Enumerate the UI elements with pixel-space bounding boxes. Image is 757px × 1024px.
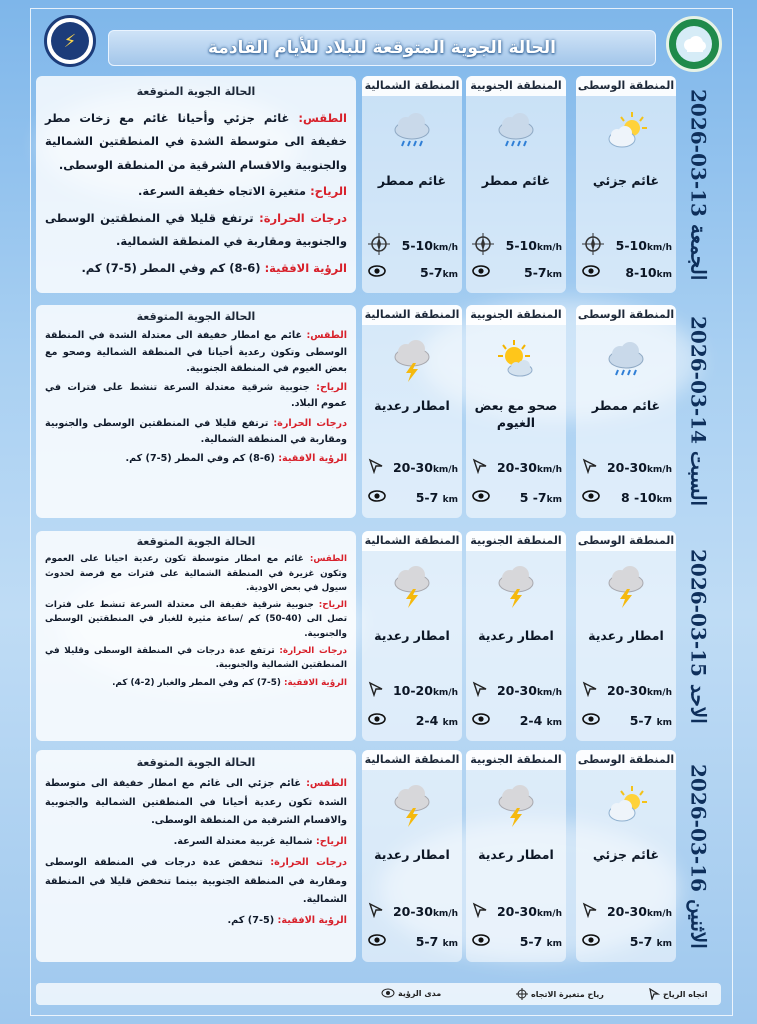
region-title: المنطقة الجنوبية xyxy=(466,305,566,325)
wind-arrow-icon xyxy=(582,681,598,700)
wind-arrow-icon xyxy=(472,902,488,921)
region-title: المنطقة الشمالية xyxy=(362,305,462,325)
visibility-row: 5-7km xyxy=(472,265,562,280)
wind-row: 20-30km/h xyxy=(472,458,562,477)
region-south xyxy=(466,76,566,293)
visibility-value: 5 -7 xyxy=(519,490,547,505)
weather-partly-cloudy-icon xyxy=(576,784,676,824)
eye-icon xyxy=(472,934,490,949)
weather-rain-icon xyxy=(576,339,676,381)
wind-arrow-icon xyxy=(582,902,598,921)
visibility-row: 5-7 km xyxy=(582,713,672,728)
eye-icon xyxy=(368,490,386,505)
region-title: المنطقة الوسطى xyxy=(576,305,676,325)
visibility-value: 5-7 xyxy=(415,934,443,949)
winds-paragraph: الرياح: جنوبية شرقية معتدلة السرعة تنشط على فترات في عموم البلاد. xyxy=(45,382,347,410)
condition-text: امطار رعدية xyxy=(478,847,554,862)
temperature-paragraph: درجات الحرارة: ترتفع قليلا في المنطقتين الوسطى والجنوبية ومقاربة في المنطقة الشمالية. xyxy=(45,210,347,248)
eye-icon xyxy=(368,265,386,280)
wind-arrow-icon xyxy=(472,681,488,700)
wind-speed: 20-30 xyxy=(606,683,647,698)
compass-icon xyxy=(516,988,528,1000)
legend xyxy=(36,983,721,1005)
eye-icon xyxy=(582,713,600,728)
condition-text: صحو مع بعض الغيوم xyxy=(474,398,558,430)
region-title: المنطقة الوسطى xyxy=(576,531,676,551)
lightning-emblem-icon: ⚡ xyxy=(51,22,89,60)
temperature-paragraph: درجات الحرارة: ترتفع عدة درجات في المنطقة الوسطى وقليلا في المنطقتين الشمالية والجنوبية. xyxy=(45,646,348,671)
visibility-row: 5 -7km xyxy=(472,490,562,505)
condition-text: غائم ممطر xyxy=(377,173,447,188)
condition-text: امطار رعدية xyxy=(478,628,554,643)
weather-rain-icon xyxy=(466,110,566,152)
weather-thunder-icon xyxy=(576,565,676,609)
cloud-emblem-icon xyxy=(676,26,712,62)
visibility-row: 5-7 km xyxy=(368,490,458,505)
eye-icon xyxy=(582,265,600,280)
day-date: الجمعة 13-03-2026 xyxy=(686,88,711,281)
wind-speed: 10-20 xyxy=(392,683,433,698)
condition-text: غائم ممطر xyxy=(591,398,661,413)
legend-variable-wind: رياح متغيرة الاتجاه xyxy=(516,988,604,1000)
wind-row: 20-30km/h xyxy=(472,902,562,921)
day-date: السبت 14-03-2026 xyxy=(686,316,711,507)
wind-arrow-icon xyxy=(648,988,660,1000)
visibility-row: 5-7 km xyxy=(472,934,562,949)
region-north xyxy=(362,305,462,518)
eye-icon xyxy=(381,988,395,998)
winds-paragraph: الرياح: جنوبية شرقية خفيفة الى معتدلة السرعة تنشط على فترات تصل الى (40-50) كم /ساعة مثيرة للغبار في المنطقتين الوسطى والجنوبية. xyxy=(45,600,348,639)
wind-arrow-icon xyxy=(472,458,488,477)
wind-row: 5-10km/h xyxy=(472,233,562,258)
eye-icon xyxy=(582,934,600,949)
wind-variable-icon xyxy=(472,233,494,258)
weather-thunder-icon xyxy=(362,784,462,828)
visibility-value: 5-7 xyxy=(629,934,657,949)
condition-text: امطار رعدية xyxy=(374,628,450,643)
visibility-value: 5-7 xyxy=(415,490,443,505)
visibility-value: 5-7 xyxy=(524,265,547,280)
forecast-description xyxy=(36,76,356,293)
description-title: الحالة الجوية المتوقعة xyxy=(136,756,256,769)
temperature-paragraph: درجات الحرارة: ترتفع قليلا في المنطقتين الوسطى والجنوبية ومقاربة في المنطقة الشمالية. xyxy=(45,417,348,446)
visibility-row: 5-7 km xyxy=(368,934,458,949)
wind-speed: 20-30 xyxy=(606,460,647,475)
weather-paragraph: الطقس: غائم جزئي الى غائم مع امطار خفيفة الى متوسطة الشدة تكون رعدية أحيانا في المنطقتين الشمالية والجنوبية والاقسام الشرقية من المنطقة الوسطى. xyxy=(45,778,347,826)
region-south xyxy=(466,531,566,741)
region-center xyxy=(576,76,676,293)
wind-speed: 20-30 xyxy=(392,460,433,475)
wind-row: 20-30km/h xyxy=(582,458,672,477)
region-north xyxy=(362,750,462,962)
description-title: الحالة الجوية المتوقعة xyxy=(136,85,256,98)
weather-rain-icon xyxy=(362,110,462,152)
visibility-row: 8-10km xyxy=(582,265,672,280)
wind-speed: 5-10 xyxy=(615,238,647,253)
condition-text: غائم جزئي xyxy=(592,847,660,862)
temperature-paragraph: درجات الحرارة: تنخفض عدة درجات في المنطقة الوسطى ومقاربة في المنطقة الجنوبية بينما تنخفض قليلا في المنطقة الشمالية. xyxy=(45,857,347,906)
wind-row: 10-20km/h xyxy=(368,681,458,700)
visibility-value: 5-7 xyxy=(629,713,657,728)
region-north xyxy=(362,76,462,293)
visibility-value: 8-10 xyxy=(625,265,657,280)
region-center xyxy=(576,750,676,962)
legend-visibility: مدى الرؤية xyxy=(381,988,441,998)
day-card xyxy=(36,305,721,518)
visibility-value: 8 -10 xyxy=(620,490,657,505)
visibility-value: 5-7 xyxy=(519,934,547,949)
wind-row: 5-10km/h xyxy=(582,233,672,258)
weather-thunder-icon xyxy=(466,565,566,609)
wind-arrow-icon xyxy=(582,458,598,477)
forecast-description xyxy=(36,750,356,962)
visibility-paragraph: الرؤية الافقية: (5-7) كم. xyxy=(227,915,347,927)
eye-icon xyxy=(368,713,386,728)
condition-text: امطار رعدية xyxy=(374,398,450,413)
wind-row: 20-30km/h xyxy=(582,681,672,700)
condition-text: امطار رعدية xyxy=(374,847,450,862)
visibility-row: 2-4 km xyxy=(472,713,562,728)
day-card xyxy=(36,750,721,962)
region-south xyxy=(466,305,566,518)
legend-wind-direction: اتجاه الرياح xyxy=(648,988,708,1000)
wind-speed: 20-30 xyxy=(392,904,433,919)
visibility-paragraph: الرؤية الافقية: (6-8) كم وفي المطر (5-7) كم. xyxy=(125,453,347,465)
visibility-paragraph: الرؤية الافقية: (5-7) كم وفي المطر والغبار (2-4) كم. xyxy=(112,677,347,688)
region-south xyxy=(466,750,566,962)
wind-arrow-icon xyxy=(368,458,384,477)
eye-icon xyxy=(472,265,490,280)
weather-thunder-icon xyxy=(362,339,462,383)
condition-text: غائم ممطر xyxy=(481,173,551,188)
weather-thunder-icon xyxy=(466,784,566,828)
condition-text: غائم جزئي xyxy=(592,173,660,188)
wind-arrow-icon xyxy=(368,902,384,921)
wind-speed: 5-10 xyxy=(505,238,537,253)
forecast-description xyxy=(36,531,356,741)
winds-paragraph: الرياح: متغيرة الاتجاه خفيفة السرعة. xyxy=(138,184,347,198)
region-center xyxy=(576,531,676,741)
weather-thunder-icon xyxy=(362,565,462,609)
description-title: الحالة الجوية المتوقعة xyxy=(136,535,256,548)
day-date: الاثنين 16-03-2026 xyxy=(686,763,711,949)
left-logo xyxy=(44,15,96,67)
wind-speed: 20-30 xyxy=(606,904,647,919)
visibility-row: 8 -10km xyxy=(582,490,672,505)
weather-partly-cloudy-icon xyxy=(576,110,676,150)
region-title: المنطقة الشمالية xyxy=(362,76,462,96)
eye-icon xyxy=(368,934,386,949)
region-title: المنطقة الوسطى xyxy=(576,76,676,96)
wind-speed: 5-10 xyxy=(401,238,433,253)
region-title: المنطقة الشمالية xyxy=(362,531,462,551)
wind-speed: 20-30 xyxy=(496,683,537,698)
visibility-row: 5-7 km xyxy=(582,934,672,949)
visibility-row: 5-7km xyxy=(368,265,458,280)
wind-row: 20-30km/h xyxy=(368,458,458,477)
forecast-description xyxy=(36,305,356,518)
visibility-value: 2-4 xyxy=(415,713,443,728)
region-north xyxy=(362,531,462,741)
visibility-row: 2-4 km xyxy=(368,713,458,728)
region-title: المنطقة الوسطى xyxy=(576,750,676,770)
visibility-value: 5-7 xyxy=(420,265,443,280)
weather-paragraph: الطقس: غائم جزئي وأحيانا غائم مع زخات مطر خفيفة الى متوسطة الشدة في المنطقتين الشمالية والجنوبية والاقسام الشرقية من المنطقة الوسطى. xyxy=(45,110,347,172)
page-title: الحالة الجوية المتوقعة للبلاد للأيام القادمة xyxy=(108,30,656,66)
day-card xyxy=(36,76,721,293)
weather-sun-cloud-icon xyxy=(466,339,566,381)
eye-icon xyxy=(472,713,490,728)
region-title: المنطقة الشمالية xyxy=(362,750,462,770)
region-title: المنطقة الجنوبية xyxy=(466,76,566,96)
visibility-paragraph: الرؤية الافقية: (6-8) كم وفي المطر (5-7) كم. xyxy=(81,260,347,275)
region-title: المنطقة الجنوبية xyxy=(466,531,566,551)
wind-variable-icon xyxy=(582,233,604,258)
right-logo xyxy=(666,16,722,72)
weather-paragraph: الطقس: غائم مع امطار خفيفة الى معتدلة الشدة في المنطقة الوسطى وتكون رعدية أحيانا في المنطقة الشمالية وصحو مع بعض الغيوم في المنطقة الجنوبية. xyxy=(45,330,348,374)
region-title: المنطقة الجنوبية xyxy=(466,750,566,770)
weather-paragraph: الطقس: غائم مع امطار متوسطة تكون رعدية احيانا على العموم وتكون غزيرة في المنطقة الشمالية على فترات مع فرصة لحدوث سيول في بعض الاودية. xyxy=(45,554,347,593)
condition-text: امطار رعدية xyxy=(588,628,664,643)
visibility-value: 2-4 xyxy=(519,713,547,728)
wind-arrow-icon xyxy=(368,681,384,700)
wind-variable-icon xyxy=(368,233,390,258)
eye-icon xyxy=(582,490,600,505)
region-center xyxy=(576,305,676,518)
day-date: الاحد 15-03-2026 xyxy=(686,548,711,724)
wind-row: 5-10km/h xyxy=(368,233,458,258)
wind-row: 20-30km/h xyxy=(368,902,458,921)
eye-icon xyxy=(472,490,490,505)
wind-row: 20-30km/h xyxy=(472,681,562,700)
winds-paragraph: الرياح: شمالية غربية معتدلة السرعة. xyxy=(173,836,347,848)
wind-speed: 20-30 xyxy=(496,904,537,919)
wind-speed: 20-30 xyxy=(496,460,537,475)
description-title: الحالة الجوية المتوقعة xyxy=(136,310,256,323)
wind-row: 20-30km/h xyxy=(582,902,672,921)
day-card xyxy=(36,531,721,741)
